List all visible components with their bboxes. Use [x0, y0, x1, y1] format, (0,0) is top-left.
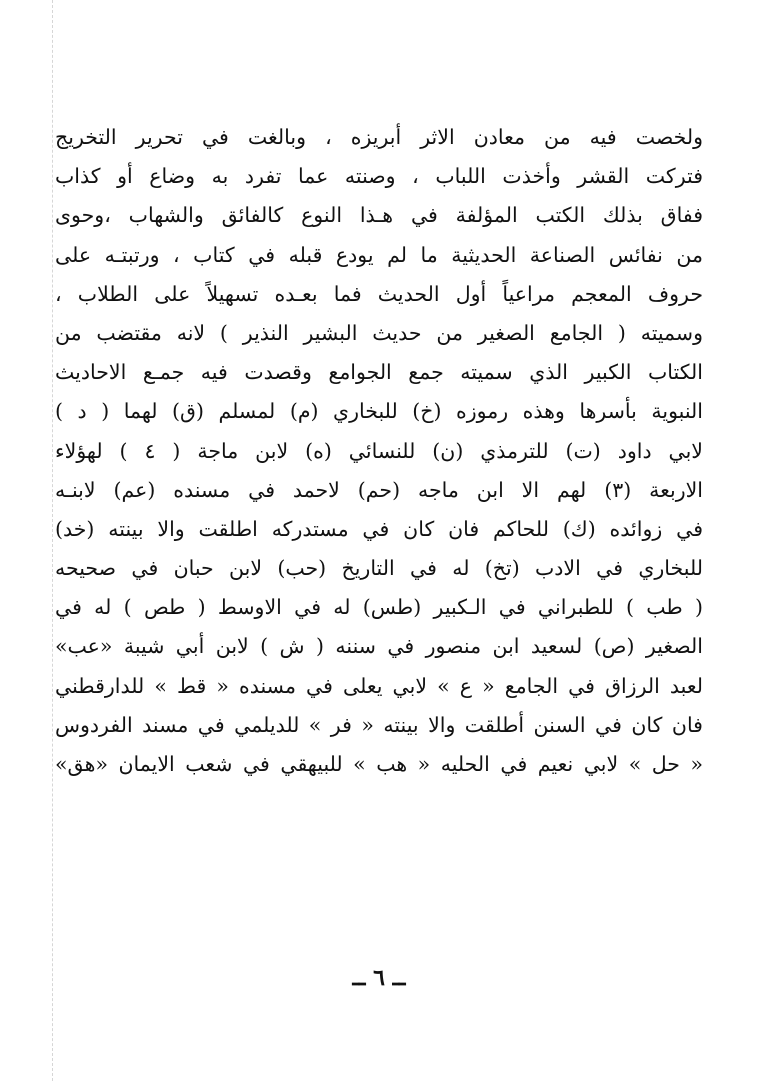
- text-line-11: في زوائده (ك) للحاكم فان كان في مستدركه اطلقت والا بينته (خد): [55, 516, 703, 541]
- body-text: [55, 118, 703, 784]
- text-line-1: ولخصت فيه من معادن الاثر أبريزه ، وبالغت في تحرير التخريج: [55, 125, 703, 149]
- text-line-14: الصغير (ص) لسعيد ابن منصور في سننه ( ش ) لابن أبي شيبة «عب»: [55, 634, 703, 659]
- page-number: ــ ٦ ــ: [352, 965, 406, 991]
- text-line-10: الاربعة (٣) لهم الا ابن ماجه (حم) لاحمد في مسنده (عم) لابنـه: [55, 477, 703, 502]
- text-line-4: من نفائس الصناعة الحديثية ما لم يودع قبله في كتاب ، ورتبتـه على: [55, 242, 703, 267]
- text-line-3: ففاق بذلك الكتب المؤلفة في هـذا النوع كالفائق والشهاب ،وحوى: [55, 203, 703, 228]
- binding-edge-line: [52, 0, 53, 1081]
- text-line-15: لعبد الرزاق في الجامع « ع » لابي يعلى في مسنده « قط » للدارقطني: [55, 673, 703, 698]
- text-line-12: للبخاري في الادب (تخ) له في التاريخ (حب) لابن حبان في صحيحه: [55, 556, 703, 581]
- text-line-6: وسميته ( الجامع الصغير من حديث البشير النذير ) لانه مقتضب من: [55, 320, 703, 345]
- text-line-16: فان كان في السنن أطلقت والا بينته « فر » للديلمي في مسند الفردوس: [55, 712, 703, 737]
- text-line-5: حروف المعجم مراعياً أول الحديث فما بعـده تسهيلاً على الطلاب ،: [55, 281, 703, 306]
- text-line-2: فتركت القشر وأخذت اللباب ، وصنته عما تفرد به وضاع أو كذاب: [55, 164, 703, 189]
- text-line-13: ( طب ) للطبراني في الـكبير (طس) له في الاوسط ( طص ) له في: [55, 595, 703, 620]
- text-line-8: النبوية بأسرها وهذه رموزه (خ) للبخاري (م) لمسلم (ق) لهما ( د ): [55, 399, 703, 424]
- text-line-17: « حل » لابي نعيم في الحليه « هب » للبيهقي في شعب الايمان «هق»: [55, 752, 703, 776]
- text-line-9: لابي داود (ت) للترمذي (ن) للنسائي (ه) لابن ماجة ( ٤ ) لهؤلاء: [55, 438, 703, 463]
- text-line-7: الكتاب الكبير الذي سميته جمع الجوامع وقصدت فيه جمـع الاحاديث: [55, 360, 703, 385]
